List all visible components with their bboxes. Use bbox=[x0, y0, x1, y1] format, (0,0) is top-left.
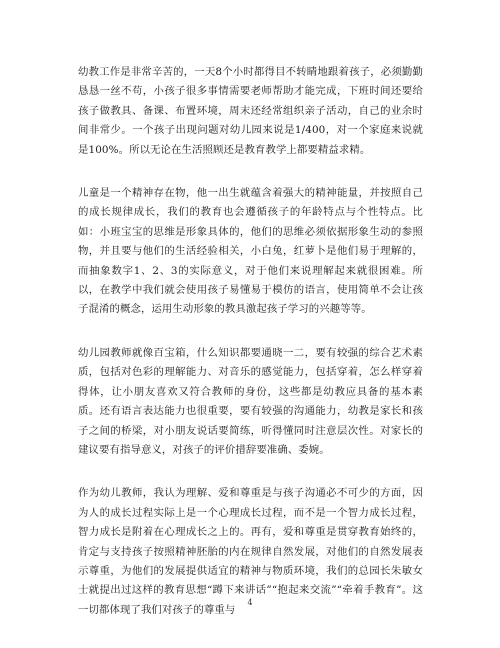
paragraph-teacher-skills: 幼儿园教师就像百宝箱，什么知识都要通晓一二，要有较强的综合艺术素质，包括对色彩的理解能力、对音乐的感觉能力，包括穿着，怎么样穿着得体，让小朋友喜欢又符合教师的身份，这些都是幼教应具备的基本素质。还有语言表达能力也很重要，要有较强的沟通能力，幼教是家长和孩子之间的桥梁，对小朋友说话要简练，听得懂同时注意层次性。对家长的建议要有指导意义，对孩子的评价措辞要准确、委婉。 bbox=[78, 346, 423, 456]
page-number: 4 bbox=[247, 598, 253, 607]
paragraph-respect-and-love: 作为幼儿教师，我认为理解、爱和尊重是与孩子沟通必不可少的方面，因为人的成长过程实际上是一个心理成长过程，而不是一个智力成长过程，智力成长是附着在心理成长之上的。再有，爱和尊重是贯穿教育始终的，肯定与支持孩子按照精神胚胎的内在规律自然发展，对他们的自然发展表示尊重，为他们的发展提供适宜的精神与物质环境，我们的总园长朱敏女士就提出过这样的教育思想“蹲下来讲话”“抱起来交流”“牵着手教育”。这一切都体现了我们对孩子的尊重与 bbox=[78, 487, 423, 616]
paragraph-work-hardship: 幼教工作是非常辛苦的，一天8个小时都得目不转睛地跟着孩子，必须勤勤恳恳一丝不苟，小孩子很多事情需要老师帮助才能完成，下班时间还要给孩子做教具、备课、布置环境，周末还经常组织亲子活动，自己的业余时间非常少。一个孩子出现问题对幼儿园来说是1/400，对一个家庭来说就是100%。所以无论在生活照顾还是教育教学上都要精益求精。 bbox=[78, 66, 423, 156]
page-body bbox=[78, 63, 423, 620]
paragraph-child-development: 儿童是一个精神存在物，他一出生就蕴含着强大的精神能量，并按照自己的成长规律成长，我们的教育也会遵循孩子的年龄特点与个性特点。比如：小班宝宝的思维是形象具体的，他们的思维必须依据形象生动的参照物，并且要与他们的生活经验相关，小白兔，红萝卜是他们易于理解的，而抽象数字1、2、3的实际意义，对于他们来说理解起来就很困难。所以，在教学中我们就会使用孩子易懂易于模仿的语言，使用简单不会让孩子混淆的概念，运用生动形象的教具激起孩子学习的兴趣等等。 bbox=[78, 187, 423, 316]
